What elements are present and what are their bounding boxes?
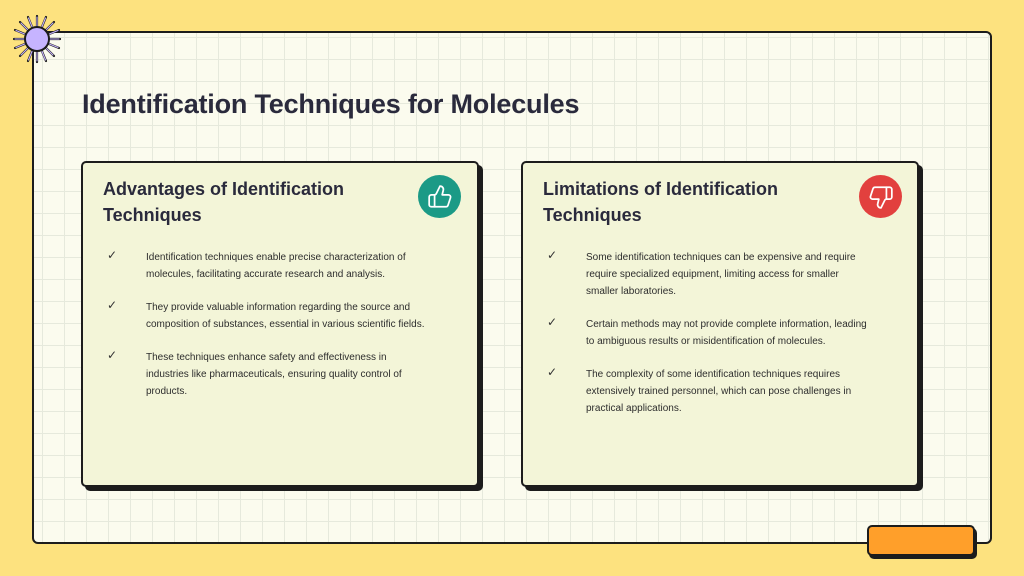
check-icon: ✓ (547, 365, 558, 379)
check-icon: ✓ (107, 298, 118, 312)
list-item-text: The complexity of some identification techniques requires extensively trained personnel, which can pose challenges in practical applications. (586, 369, 852, 414)
list-item (101, 249, 431, 283)
check-icon: ✓ (107, 348, 118, 362)
advantages-title: Advantages of Identification Techniques (103, 179, 345, 225)
list-item (541, 366, 871, 417)
list-item (541, 249, 871, 300)
list-item-text: These techniques enhance safety and effectiveness in industries like pharmaceuticals, ensuring quality control of products. (146, 352, 402, 397)
page-title: Identification Techniques for Molecules (82, 89, 580, 119)
limitations-list (541, 249, 871, 433)
limitations-title: Limitations of Identification Techniques (543, 179, 778, 225)
list-item-text: Some identification techniques can be expensive and require require specialized equipment, limiting access for smaller smaller laboratories. (586, 252, 856, 297)
limitations-badge (859, 175, 902, 218)
list-item (541, 316, 871, 350)
list-item-text: They provide valuable information regarding the source and composition of substances, essential in various scientific fields. (146, 302, 425, 330)
list-item-text: Identification techniques enable precise characterization of molecules, facilitating accurate research and analysis. (146, 252, 406, 280)
thumbs-up-icon (427, 184, 453, 210)
list-item-text: Certain methods may not provide complete information, leading to ambiguous results or misidentification of molecules. (586, 319, 867, 347)
thumbs-down-icon (868, 184, 894, 210)
limitations-card (521, 161, 919, 487)
advantages-list (101, 249, 431, 416)
orange-tab-button[interactable] (867, 525, 975, 556)
advantages-card (81, 161, 479, 487)
starburst-decoration (10, 12, 64, 66)
check-icon: ✓ (547, 315, 558, 329)
list-item (101, 349, 431, 400)
check-icon: ✓ (107, 248, 118, 262)
advantages-badge (418, 175, 461, 218)
list-item (101, 299, 431, 333)
check-icon: ✓ (547, 248, 558, 262)
